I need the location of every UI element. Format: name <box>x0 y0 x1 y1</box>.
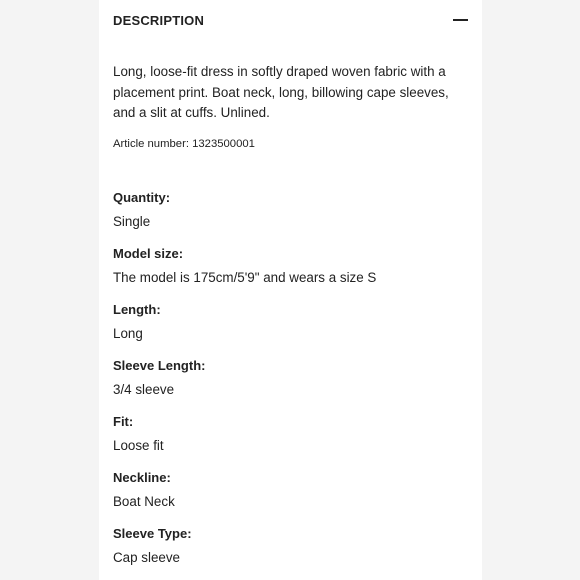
attribute-label-length: Length: <box>113 302 161 317</box>
attribute-label-model-size: Model size: <box>113 246 184 261</box>
section-title: DESCRIPTION <box>113 13 205 28</box>
attribute-value-neckline: Boat Neck <box>113 494 175 509</box>
attribute-value-sleeve-length: 3/4 sleeve <box>113 382 175 397</box>
attribute-value-model-size: The model is 175cm/5'9" and wears a size S <box>113 270 377 285</box>
attribute-value-sleeve-type: Cap sleeve <box>113 550 180 565</box>
attribute-value-quantity: Single <box>113 214 151 229</box>
attribute-value-fit: Loose fit <box>113 438 164 453</box>
attribute-label-fit: Fit: <box>113 414 134 429</box>
description-header[interactable] <box>113 13 469 31</box>
article-number: Article number: 1323500001 <box>113 138 255 150</box>
attribute-label-neckline: Neckline: <box>113 470 171 485</box>
attribute-value-length: Long <box>113 326 143 341</box>
product-description: Long, loose-fit dress in softly draped woven fabric with a placement print. Boat neck, long, billowing cape sleeves, and a slit at cuffs. Unlined. <box>113 64 449 120</box>
minus-icon[interactable] <box>453 19 468 21</box>
attribute-label-sleeve-length: Sleeve Length: <box>113 358 206 373</box>
attribute-label-sleeve-type: Sleeve Type: <box>113 526 192 541</box>
attribute-label-quantity: Quantity: <box>113 190 171 205</box>
